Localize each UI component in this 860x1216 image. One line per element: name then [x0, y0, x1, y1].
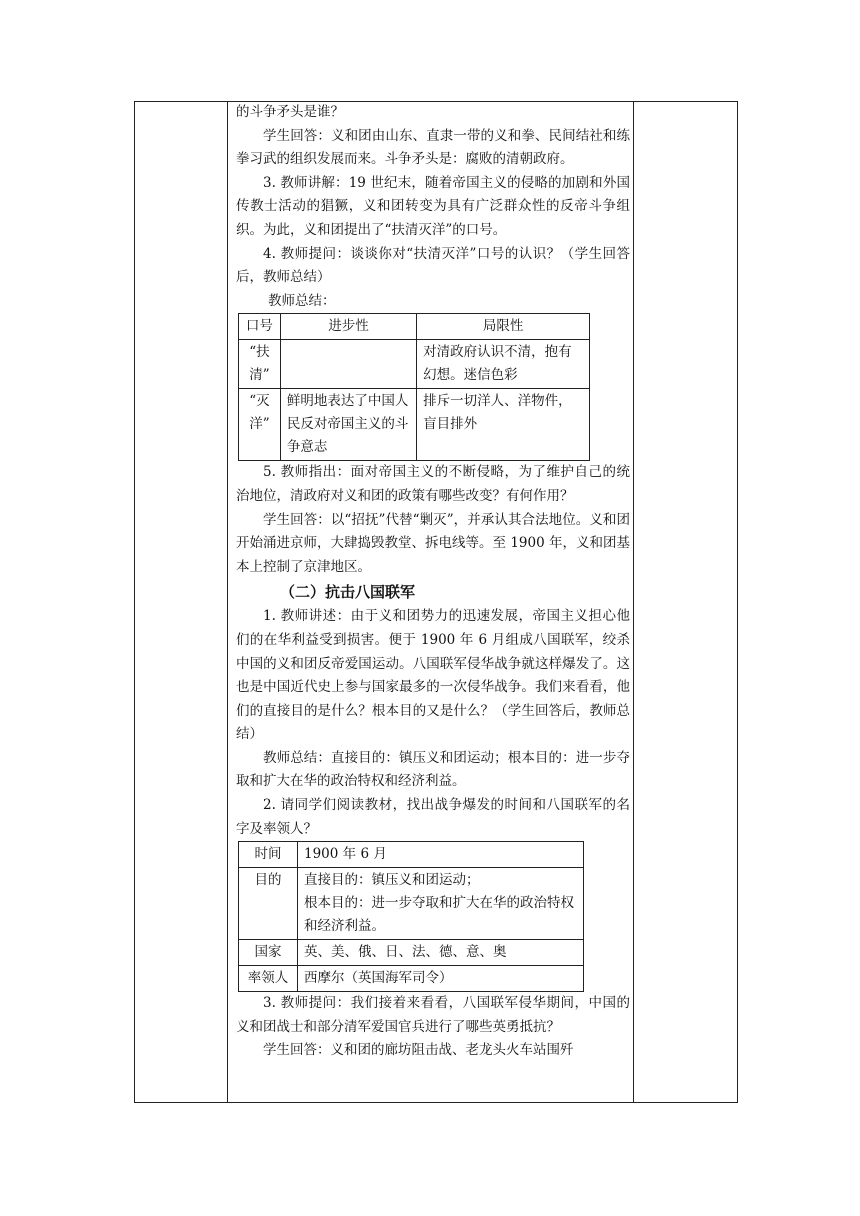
table-cell: 鲜明地表达了中国人民反对帝国主义的斗争意志 — [280, 389, 416, 461]
table-cell: 英、美、俄、日、法、德、意、奥 — [298, 940, 584, 966]
table-cell: 西摩尔（英国海军司令） — [298, 966, 584, 992]
paragraph: 5. 教师指出：面对帝国主义的不断侵略，为了维护自己的统治地位，清政府对义和团的政策有哪些改变？有何作用？ — [236, 464, 630, 504]
row-label: 目的 — [239, 868, 298, 940]
header-cell: 局限性 — [417, 314, 590, 340]
summary-label: 教师总结： — [268, 292, 336, 309]
paragraph: 1. 教师讲述：由于义和团势力的迅速发展，帝国主义担心他们的在华利益受到损害。便于 1900 年 6 月组成八国联军，绞杀中国的义和团反帝爱国运动。八国联军侵华战争就这样爆发了。这也是中国近代史上参与国家最多的一次侵华战争。我们来看看，他们的直接目的是什么？根本目的又是什么？（学生回答后，教师总结） — [236, 608, 630, 743]
paragraph: 3. 教师讲解：19 世纪末，随着帝国主义的侵略的加剧和外国传教士活动的猖獗，义和团转变为具有广泛群众性的反帝斗争组织。为此，义和团提出了“扶清灭洋”的口号。 — [236, 174, 630, 238]
paragraph: 3. 教师提问：我们接着来看看，八国联军侵华期间，中国的义和团战士和部分清军爱国官兵进行了哪些英勇抵抗？ — [236, 995, 630, 1035]
paragraph: 4. 教师提问：谈谈你对“扶清灭洋”口号的认识？（学生回答后，教师总结） — [236, 245, 630, 286]
table-cell: 1900 年 6 月 — [298, 842, 584, 868]
header-cell: 进步性 — [280, 314, 416, 340]
paragraph: 学生回答：以“招抚”代替“剿灭”，并承认其合法地位。义和团开始涌进京师，大肆捣毁教堂、拆电线等。至 1900 年，义和团基本上控制了京津地区。 — [236, 511, 630, 575]
war-facts-table — [238, 841, 584, 992]
table-row — [239, 389, 590, 461]
paragraph: 学生回答：义和团由山东、直隶一带的义和拳、民间结社和练拳习武的组织发展而来。斗争矛头是：腐败的清朝政府。 — [236, 127, 630, 168]
table-cell: 排斥一切洋人、洋物件，盲目排外 — [417, 389, 590, 461]
table-row — [239, 868, 584, 940]
table-cell: 对清政府认识不清，抱有幻想。迷信色彩 — [417, 340, 590, 389]
paragraph: 2. 请同学们阅读教材，找出战争爆发的时间和八国联军的名字及率领人？ — [236, 797, 630, 837]
paragraph: 教师总结：直接目的：镇压义和团运动；根本目的：进一步夺取和扩大在华的政治特权和经济利益。 — [236, 749, 630, 790]
paragraph: 的斗争矛头是谁？ — [236, 104, 344, 120]
table-row — [239, 340, 590, 389]
table-row — [239, 842, 584, 868]
column-divider-right — [633, 102, 634, 1102]
table-header-row — [239, 314, 590, 340]
row-label: 国家 — [239, 940, 298, 966]
slogan-analysis-table — [238, 313, 590, 461]
table-row — [239, 940, 584, 966]
row-label: 率领人 — [239, 966, 298, 992]
column-divider-left — [227, 102, 228, 1102]
table-cell: “灭洋” — [239, 389, 281, 461]
table-cell — [280, 340, 416, 389]
header-cell: 口号 — [239, 314, 281, 340]
row-label: 时间 — [239, 842, 298, 868]
lesson-content — [236, 101, 630, 1063]
section-heading: （二）抗击八国联军 — [280, 583, 416, 602]
table-row — [239, 966, 584, 992]
table-cell: 直接目的：镇压义和团运动； 根本目的：进一步夺取和扩大在华的政治特权和经济利益。 — [298, 868, 584, 940]
table-cell: “扶清” — [239, 340, 281, 389]
paragraph: 学生回答：义和团的廊坊阻击战、老龙头火车站围歼 — [263, 1042, 574, 1059]
